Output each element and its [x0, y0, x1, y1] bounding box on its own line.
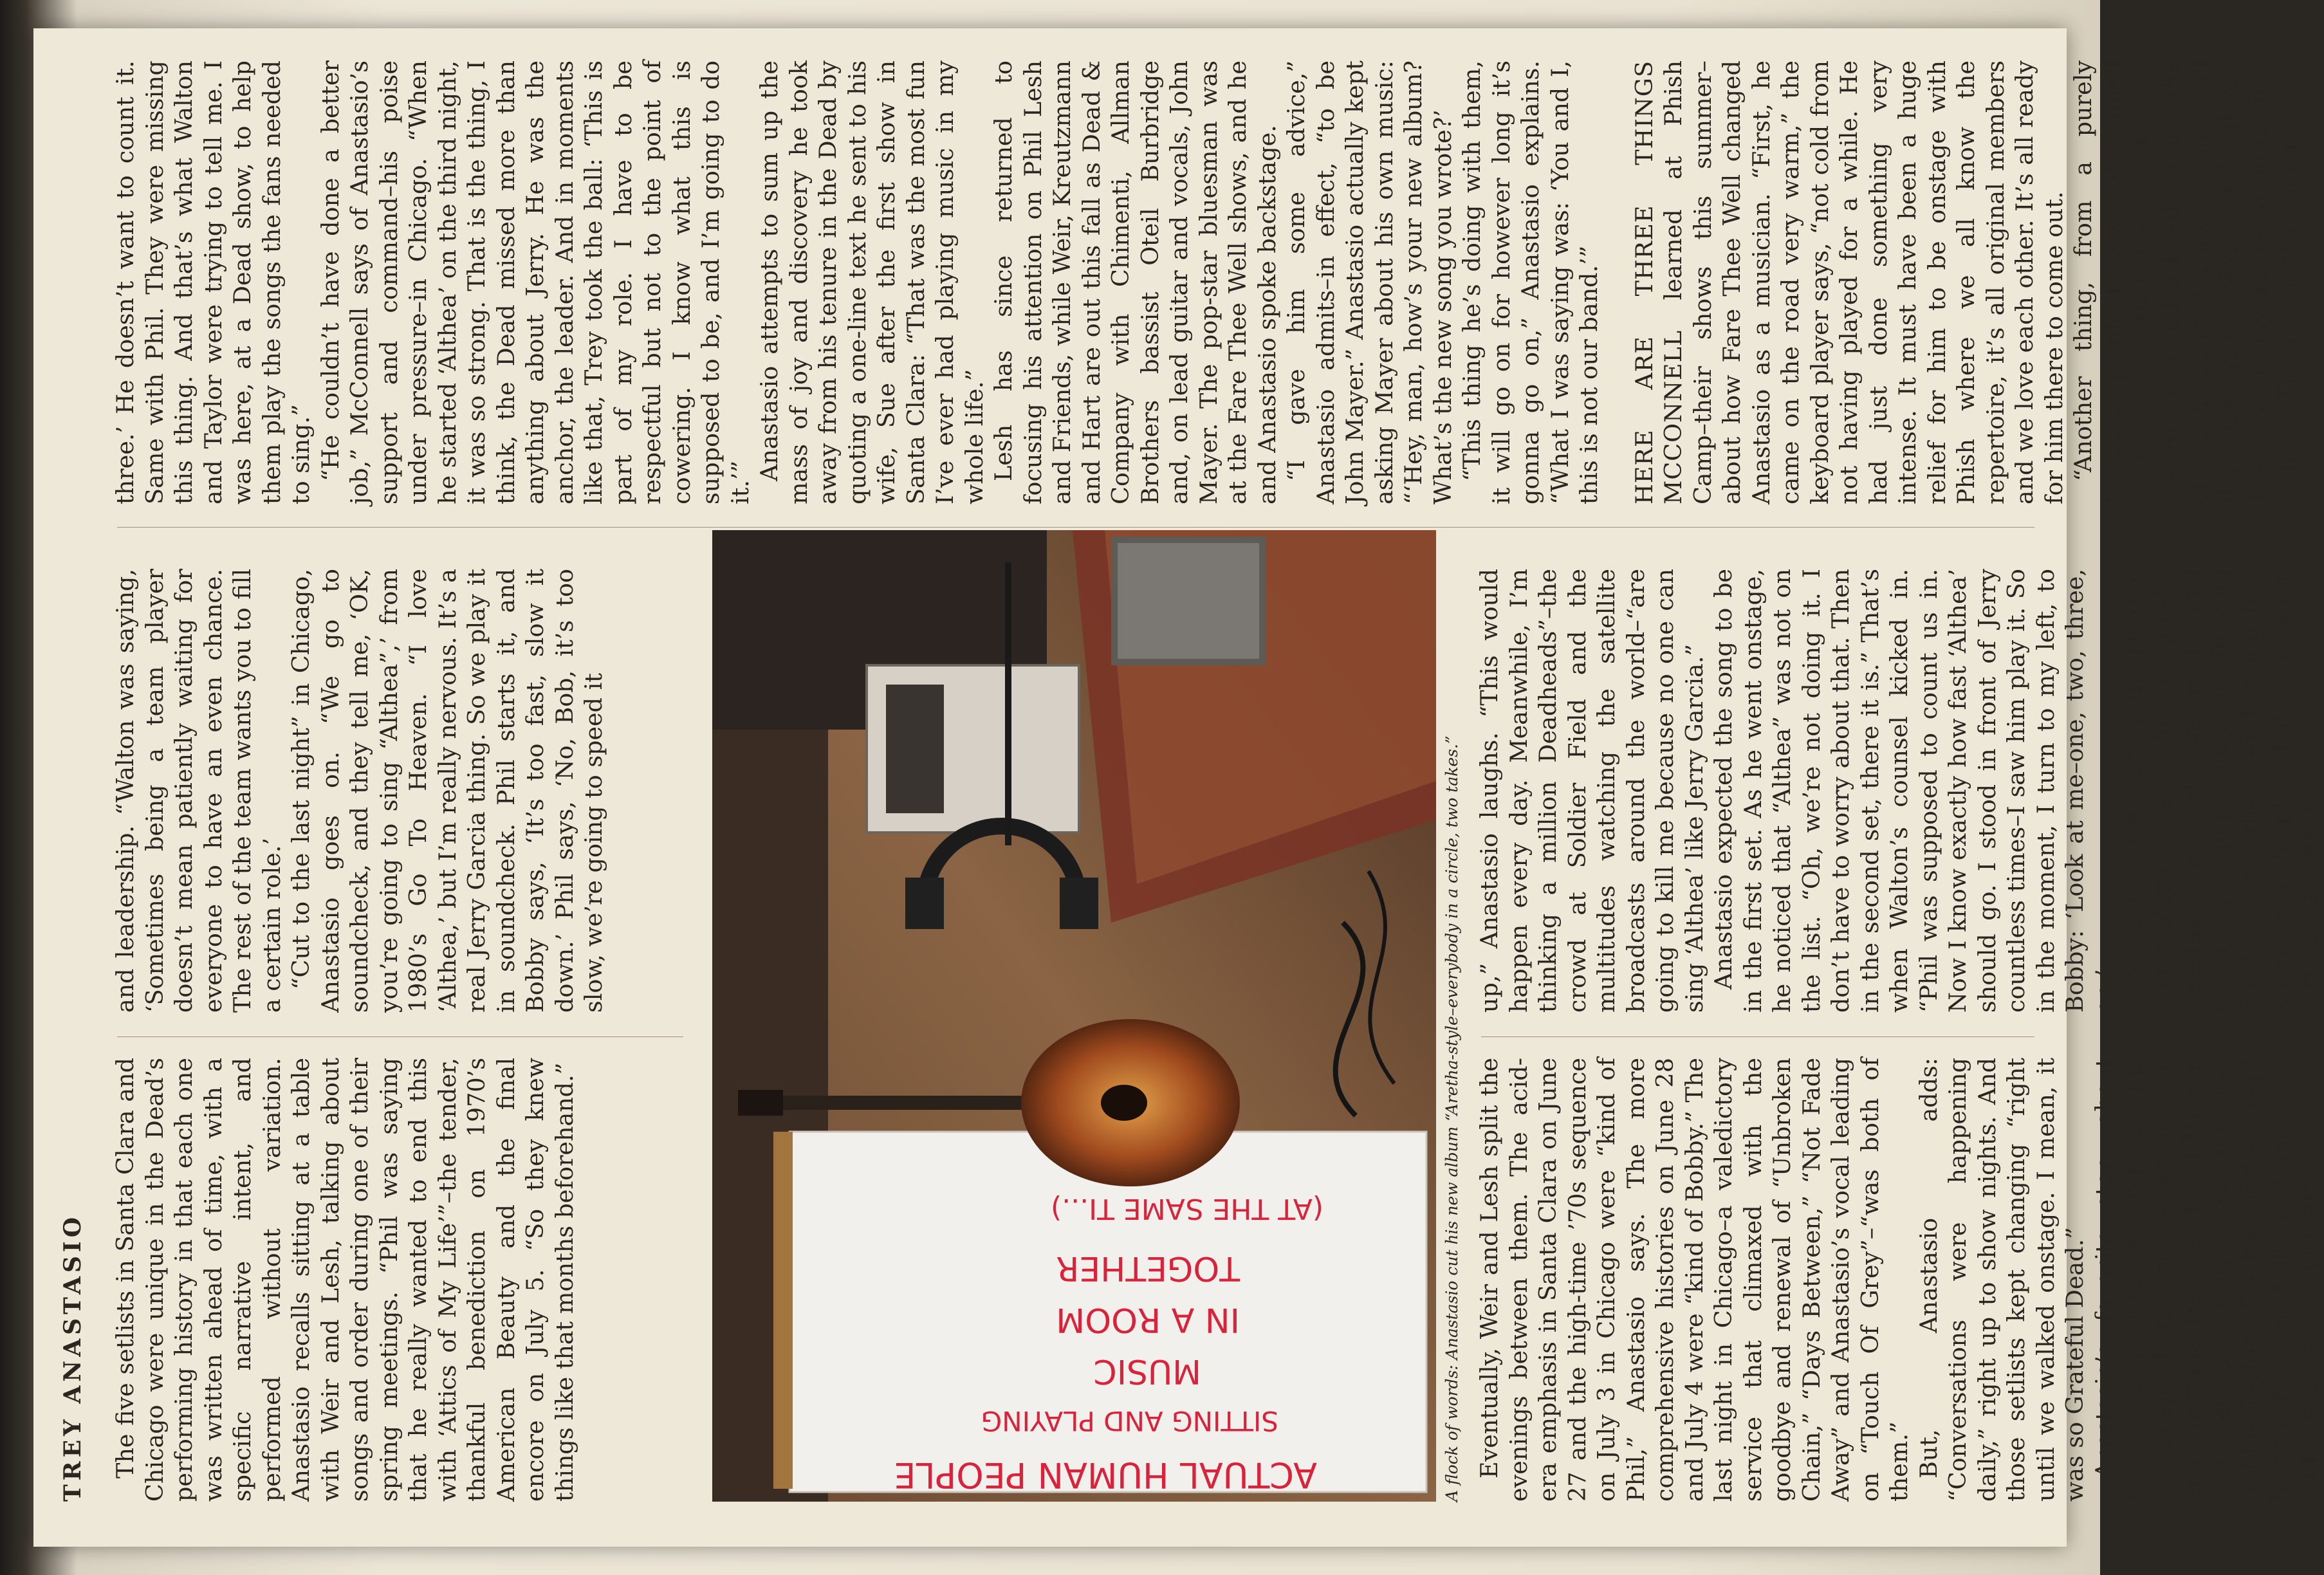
- column-3: [111, 60, 2302, 504]
- paragraph: and leadership. “Walton was saying, ‘Sometimes being a team player doesn’t mean patiently waiting for everyone to have an even chance. The rest of the team wants you to fill a certain role.’: [111, 569, 286, 1013]
- paragraph: “This thing he’s doing with them, it will go on for however long it’s gonna go on,” Anastasio explains. “What I was saying was: ‘You and I, this is not our band.’”: [1458, 60, 1603, 504]
- paragraph: “Cut to the last night” in Chicago, Anastasio goes on. “We go to soundcheck, and they tell me, ‘OK, you’re going to sing “Althea”,’ from 1980’s Go To Heaven. “I love ‘Althea,’ but I’m really nervous. It’s a real Jerry Garcia thing. So we play it in soundcheck. Phil starts it, and Bobby says, ‘It’s too fast, slow it down.’ Phil says, ‘No, Bob, it’s too slow, we’re going to speed it: [287, 569, 607, 1013]
- paragraph: “As soon as we started, the rhythm guitar playing was so fucking good,” Anastasio says, still awestruck, “and the bass playing was so fucking good. That’s the weird thing–Bob knows how to play that tune when Jerry goes ‘One, two,: [2119, 569, 2323, 1013]
- paragraph: three.’ He doesn’t want to count it. Same with Phil. They were missing this thing. And that’s what Walton and Taylor were trying to tell me. I was here, at a Dead show, to help them play the songs the fans needed to sing.”: [111, 60, 315, 504]
- photo-caption: A flock of words: Anastasio cut his new album “Aretha-style–everybody in a circle, two takes.”: [1443, 735, 1461, 1502]
- paragraph: “He couldn’t have done a better job,” McConnell says of Anastasio’s support and command–his poise under pressure–in Chicago. “When he started ‘Althea’ on the third night, it was so strong. That is the thing, I think, the Dead missed more than anything about Jerry. He was the anchor, the leader. And in moments like that, Trey took the ball: ‘This is part of my role. I have to be respectful but not to the point of cowering. I know what this is supposed to be, and I’m going to do it.’”: [316, 60, 754, 504]
- paragraph: Anastasio’s favorite story about that comes with a preface: his backstage chats with basketball icon and longtime Deadhead Bill Walton and veteran Dead crew member Robbie Taylor. “The two of them kept having the same talks with me,” the guitarist says, “about teamwork: [2090, 1058, 2323, 1502]
- sign-line: MUSIC: [1093, 1352, 1201, 1390]
- paragraph: The five setlists in Santa Clara and Chicago were unique in the Dead’s performing history in that each one was written ahead of time, with a specific narrative intent, and performed without variation. Anastasio recalls sitting at a table with Weir and Lesh, talking about songs and order during one of their spring meetings. “Phil was saying that he really wanted to end this with ‘Attics of My Life’”–the tender, thankful benediction on 1970’s American Beauty and the final encore on July 5. “So they knew things like that months beforehand.”: [111, 1058, 578, 1502]
- studio-photo: [712, 530, 1436, 1502]
- column-1-bottom: [1475, 1058, 2323, 1502]
- section-text: learned at Phish Camp–their shows this summer–about how Fare Thee Well changed Anastasio as a musician. “First, he came on the road very warm,” the keyboard player says, “not cold from not having played for a while. He had just done something very intense. It must have been a huge relief for him to be onstage with Phish where we all know the repertoire, it’s all original members and we love each other. It’s all ready for him there to come out.: [1659, 60, 2068, 504]
- paragraph: Anastasio attempts to sum up the mass of joy and discovery he took away from his tenure in the Dead by quoting a one-line text he sent to his wife, Sue after the first show in Santa Clara: “That was the most fun I’ve ever had playing music in my whole life.”: [755, 60, 988, 504]
- handwritten-sign: [773, 1132, 1426, 1495]
- sign-line: SITTING AND PLAYING: [981, 1405, 1278, 1437]
- column-2-bottom: [1475, 569, 2323, 1013]
- paragraph: But, Anastasio adds: “Conversations were happening daily,” right up to show nights. And those setlists kept changing “right until we walked onstage. I mean, it was so Grateful Dead.”: [1914, 1058, 2089, 1502]
- paragraph: Lesh has since returned to focusing his attention on Phil Lesh and Friends, while Weir, Kreutzmann and Hart are out this fall as Dead & Company with Chimenti, Allman Brothers bassist Oteil Burbridge and, on lead guitar and vocals, John Mayer. The pop-star bluesman was at the Fare Thee Well shows, and he and Anastasio spoke backstage.: [990, 60, 1281, 504]
- paragraph: Eventually, Weir and Lesh split the evenings between them. The acid-era emphasis in Santa Clara on June 27 and the high-time ’70s sequence on July 3 in Chicago were “kind of Phil,” Anastasio says. The more comprehensive histories on June 28 and July 4 were “kind of Bobby.” The last night in Chicago–a valedictory service that climaxed with the goodbye and renewal of “Unbroken Chain,” “Days Between,” “Not Fade Away” and Anastasio’s vocal leading on “Touch Of Grey”–“was both of them.”: [1475, 1058, 1913, 1502]
- paragraph: Anastasio expected the song to be in the first set. As he went onstage, he noticed that “Althea” was not on the list. “Oh, we’re not doing it. I don’t have to worry about that. Then in the second set, there it is.” That’s when Walton’s counsel kicked in. “Phil was supposed to count us in. Now I know exactly how fast ‘Althea’ should go. I stood in front of Jerry countless times–I saw him play it. So in the moment, I turn to my left, to Bobby: ‘Look at me–one, two, three, go.’: [1710, 569, 2118, 1013]
- paragraph: up,” Anastasio laughs. “This would happen every day. Meanwhile, I’m thinking a million Deadheads”–the crowd at Soldier Field and the multitudes watching the satellite broadcasts around the world–“are going to kill me because no one can sing ‘Althea’ like Jerry Garcia.”: [1475, 569, 1708, 1013]
- column-1-top: [111, 1058, 579, 1502]
- section-lead-in: HERE ARE THREE THINGS MCCONNELL: [1630, 60, 1687, 504]
- column-2-top: [111, 569, 609, 1013]
- paragraph: “I gave him some advice,” Anastasio admits–in effect, “to be John Mayer.” Anastasio actually kept asking Mayer about his own music: “‘Hey, man, how’s your new album? What’s the new song you wrote?’: [1282, 60, 1457, 504]
- running-head: TREY ANASTASIO: [59, 1213, 86, 1502]
- paragraph: “Another thing, from a purely technical point of view,” McConnell continues, “is that Trey worked on his guitar sound a lot–the tone, the effects he started using, pickups, all that stuff guitar players talk about. Trey would play me recordings after a show–‘This is what this song: [2069, 60, 2302, 504]
- column-rule: [1481, 1036, 2034, 1037]
- sign-line: (AT THE SAME TI...): [1050, 1192, 1323, 1225]
- column-rule: [117, 527, 2034, 528]
- sign-line: ACTUAL HUMAN PEOPLE: [894, 1455, 1317, 1495]
- column-rule: [117, 1036, 683, 1037]
- sign-line: TOGETHER: [1056, 1249, 1240, 1287]
- magazine-page: [33, 28, 2323, 1547]
- section-opener: [1630, 60, 2069, 504]
- sign-line: IN A ROOM: [1056, 1300, 1240, 1339]
